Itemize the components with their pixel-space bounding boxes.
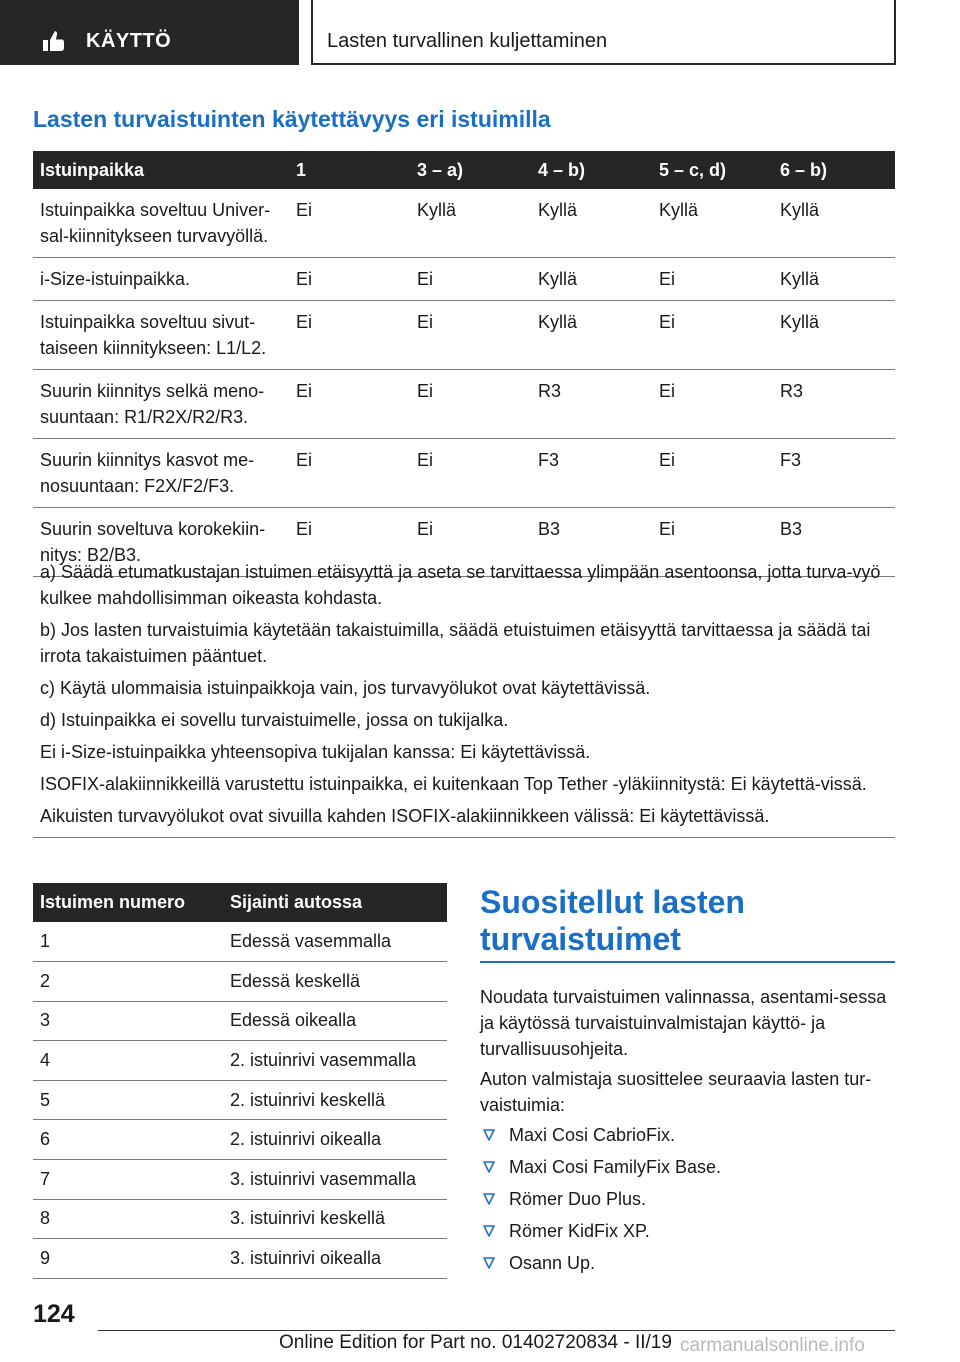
instruction-paragraph: Noudata turvaistuimen valinnassa, asentami-sessa ja käytössä turvaistuinvalmistajan käyttö- ja turvallisuusohjeita. (480, 987, 887, 1059)
table-cell: Suurin soveltuva korokekiin-nitys: B2/B3. (33, 508, 289, 577)
table-cell: B3 (773, 508, 895, 577)
table-cell: R3 (531, 370, 652, 439)
usability-table (33, 151, 895, 577)
table-cell: Suurin kiinnitys selkä meno-suuntaan: R1/R2X/R2/R3. (33, 370, 289, 439)
list-item-text: Maxi Cosi CabrioFix. (509, 1125, 676, 1145)
heading-divider (480, 961, 895, 963)
table-row (33, 1120, 447, 1160)
table-cell: Kyllä (531, 258, 652, 301)
triangle-bullet-icon (482, 1126, 496, 1144)
table-cell: F3 (773, 439, 895, 508)
list-item-text: Maxi Cosi FamilyFix Base. (509, 1157, 722, 1177)
table-cell: i-Size-istuinpaikka. (33, 258, 289, 301)
table-cell: R3 (773, 370, 895, 439)
list-item (480, 1250, 895, 1282)
table-header-row (33, 151, 895, 189)
heading-line: turvaistuimet (480, 921, 681, 957)
seat-location: 2. istuinrivi keskellä (223, 1080, 447, 1120)
table-cell: Ei (410, 508, 531, 577)
triangle-bullet-icon (482, 1190, 496, 1208)
seat-number: 6 (33, 1120, 223, 1160)
seat-location: 2. istuinrivi oikealla (223, 1120, 447, 1160)
table-cell: Istuinpaikka soveltuu sivut-taiseen kiinnitykseen: L1/L2. (33, 301, 289, 370)
seat-location: 2. istuinrivi vasemmalla (223, 1041, 447, 1081)
table-cell: Ei (289, 508, 410, 577)
column-header: Sijainti autossa (223, 883, 447, 922)
table-cell: B3 (531, 508, 652, 577)
topic-label: Lasten turvallinen kuljettaminen (327, 30, 608, 52)
footnote: Aikuisten turvavyölukot ovat sivuilla kahden ISOFIX-alakiinnikkeen välissä: Ei käytettävissä. (40, 806, 770, 826)
table-cell: Kyllä (773, 189, 895, 258)
topic-tab (311, 0, 896, 65)
column-header: Istuimen numero (33, 883, 223, 922)
seat-number: 3 (33, 1001, 223, 1041)
table-cell: Kyllä (531, 189, 652, 258)
list-item-text: Römer KidFix XP. (509, 1221, 650, 1241)
table-cell: Ei (289, 258, 410, 301)
footnote: d) Istuinpaikka ei sovellu turvaistuimelle, jossa on tukijalka. (40, 710, 509, 730)
table-cell: Kyllä (773, 258, 895, 301)
column-header: Istuinpaikka (33, 151, 289, 189)
heading-line: Suositellut lasten (480, 884, 745, 920)
recommended-heading (480, 884, 895, 958)
footnote: c) Käytä ulommaisia istuinpaikkoja vain, jos turvavyölukot ovat käytettävissä. (40, 678, 651, 698)
table-cell: Ei (410, 301, 531, 370)
edition-note: Online Edition for Part no. 01402720834 - II/19 (279, 1332, 672, 1353)
table-row (33, 439, 895, 508)
table-row (33, 1001, 447, 1041)
table-row (33, 189, 895, 258)
table-cell: Ei (289, 439, 410, 508)
table-cell: Ei (410, 370, 531, 439)
table-row (33, 962, 447, 1002)
table-row (33, 1041, 447, 1081)
column-header: 1 (289, 151, 410, 189)
triangle-bullet-icon (482, 1254, 496, 1272)
table-cell: Kyllä (652, 189, 773, 258)
table-row (33, 258, 895, 301)
table-cell: Ei (652, 370, 773, 439)
triangle-bullet-icon (482, 1158, 496, 1176)
recommended-seat-list (480, 1122, 895, 1282)
seat-number: 5 (33, 1080, 223, 1120)
seat-location: Edessä keskellä (223, 962, 447, 1002)
triangle-bullet-icon (482, 1222, 496, 1240)
column-header: 5 – c, d) (652, 151, 773, 189)
column-header: 3 – a) (410, 151, 531, 189)
table-cell: Kyllä (531, 301, 652, 370)
table-cell: Ei (652, 439, 773, 508)
table-row (33, 1080, 447, 1120)
watermark[interactable]: carmanualsonline.info (680, 1335, 865, 1356)
table-row (33, 922, 447, 962)
table-cell: F3 (531, 439, 652, 508)
list-item-text: Römer Duo Plus. (509, 1189, 647, 1209)
table-cell: Kyllä (773, 301, 895, 370)
table-cell: Ei (289, 301, 410, 370)
footer-divider (98, 1330, 895, 1331)
footnote: b) Jos lasten turvaistuimia käytetään takaistuimilla, säädä etuistuimen etäisyyttä tarvittaessa ja säädä tai irrota takaistuimen pääntuet. (40, 620, 871, 666)
table-header-row (33, 883, 447, 922)
column-header: 4 – b) (531, 151, 652, 189)
seat-position-table (33, 883, 447, 1279)
list-item-text: Osann Up. (509, 1253, 596, 1273)
table-row (33, 1199, 447, 1239)
column-header: 6 – b) (773, 151, 895, 189)
seat-number: 4 (33, 1041, 223, 1081)
seat-number: 1 (33, 922, 223, 962)
table-row (33, 1160, 447, 1200)
list-item (480, 1186, 895, 1218)
page-number: 124 (33, 1300, 75, 1328)
seat-location: 3. istuinrivi oikealla (223, 1239, 447, 1279)
table-cell: Kyllä (410, 189, 531, 258)
table-footnotes (33, 552, 895, 838)
seat-number: 2 (33, 962, 223, 1002)
chapter-label: KÄYTTÖ (86, 30, 172, 52)
recommendation-intro: Auton valmistaja suosittelee seuraavia lasten tur-vaistuimia: (480, 1069, 872, 1115)
table-cell: Ei (289, 189, 410, 258)
table-cell: Ei (289, 370, 410, 439)
table-cell: Istuinpaikka soveltuu Univer-sal-kiinnitykseen turvavyöllä. (33, 189, 289, 258)
table-row (33, 301, 895, 370)
seat-location: Edessä oikealla (223, 1001, 447, 1041)
seat-location: 3. istuinrivi keskellä (223, 1199, 447, 1239)
seat-number: 9 (33, 1239, 223, 1279)
list-item (480, 1218, 895, 1250)
seat-number: 8 (33, 1199, 223, 1239)
footnote: ISOFIX-alakiinnikkeillä varustettu istuinpaikka, ei kuitenkaan Top Tether -yläkiinnitystä: Ei käytettä-vissä. (40, 774, 867, 794)
hand-pointer-icon (40, 29, 66, 53)
seat-location: 3. istuinrivi vasemmalla (223, 1160, 447, 1200)
table-cell: Suurin kiinnitys kasvot me-nosuuntaan: F2X/F2/F3. (33, 439, 289, 508)
chapter-tab (0, 0, 299, 65)
table-cell: Ei (410, 439, 531, 508)
footnote: a) Säädä etumatkustajan istuimen etäisyyttä ja aseta se tarvittaessa ylimpään asentoonsa, jotta turva-vyö kulkee mahdollisimman oikeasta kohdasta. (40, 562, 881, 608)
list-item (480, 1154, 895, 1186)
section-title: Lasten turvaistuinten käytettävyys eri istuimilla (33, 106, 551, 132)
list-item (480, 1122, 895, 1154)
footnote: Ei i-Size-istuinpaikka yhteensopiva tukijalan kanssa: Ei käytettävissä. (40, 742, 591, 762)
table-cell: Ei (652, 258, 773, 301)
table-cell: Ei (410, 258, 531, 301)
table-row (33, 1239, 447, 1279)
table-row (33, 370, 895, 439)
seat-number: 7 (33, 1160, 223, 1200)
table-cell: Ei (652, 508, 773, 577)
seat-location: Edessä vasemmalla (223, 922, 447, 962)
table-cell: Ei (652, 301, 773, 370)
